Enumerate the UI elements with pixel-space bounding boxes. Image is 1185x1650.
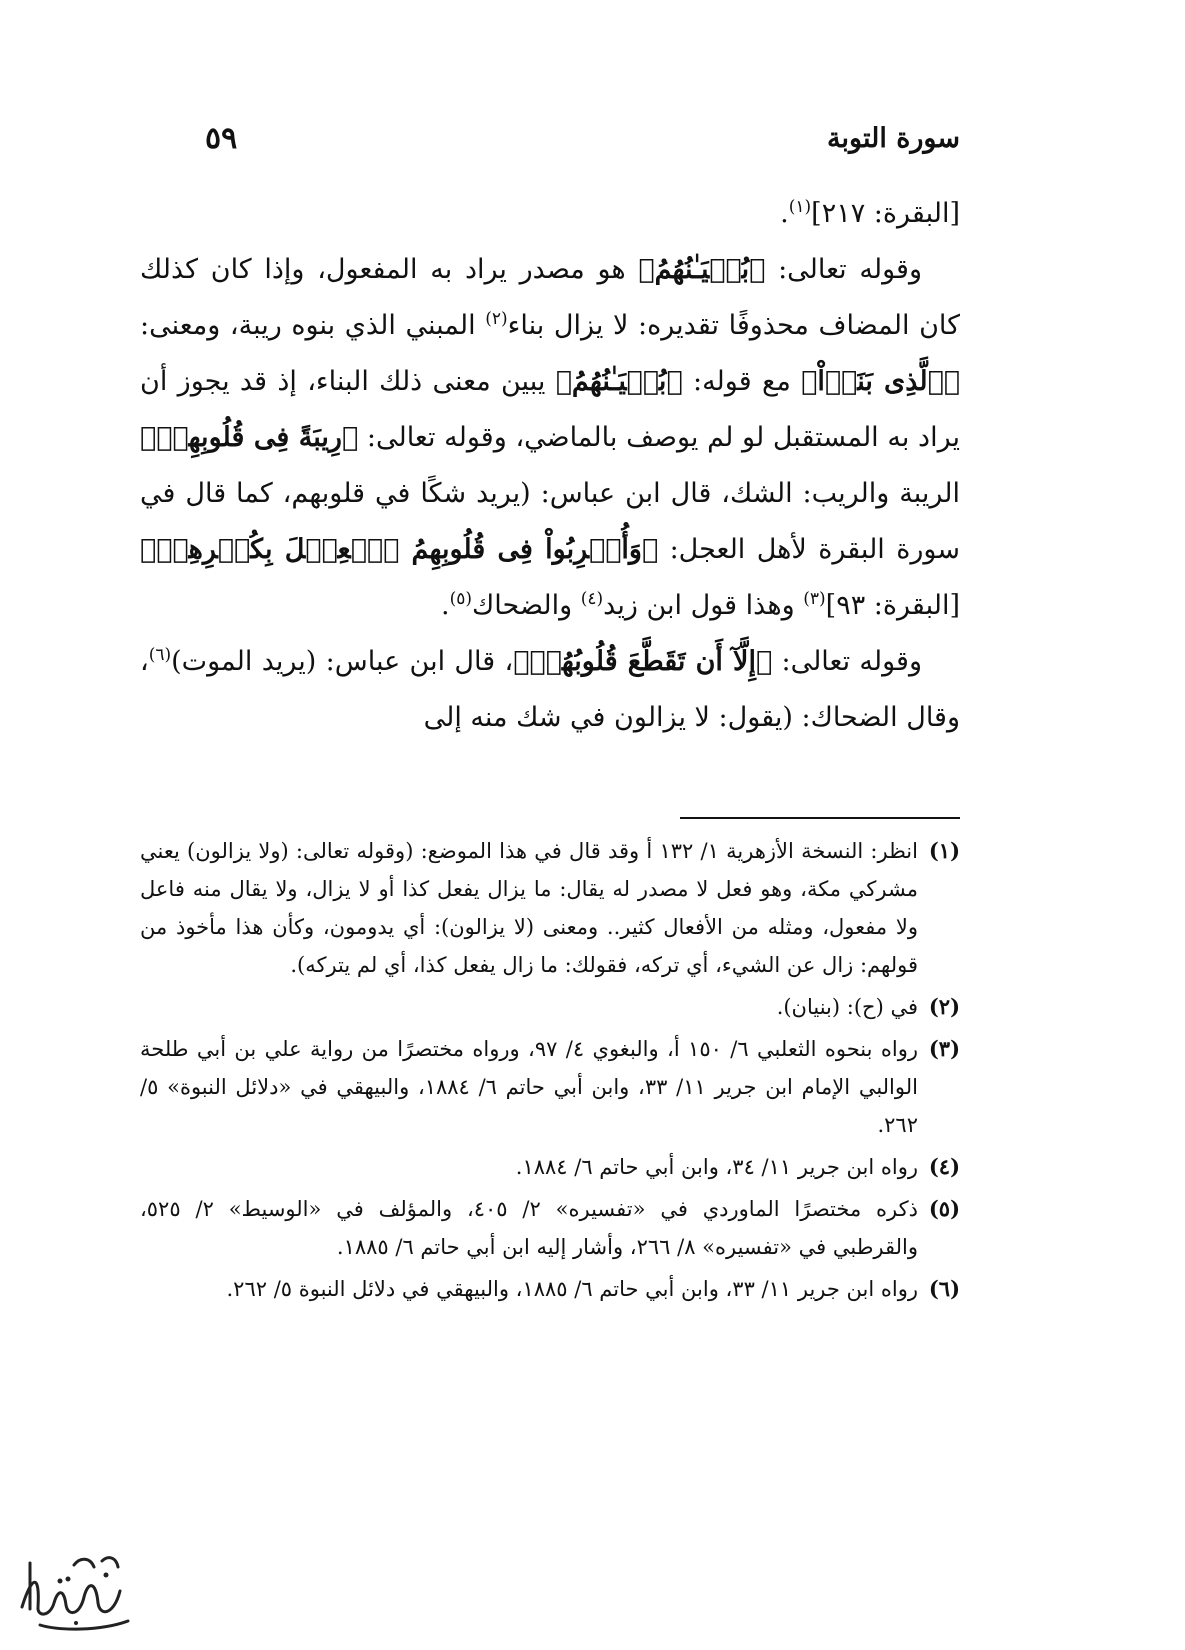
text-segment: ، قال ابن عباس: (يريد الموت) [171,646,514,677]
paragraph-1 [140,186,960,242]
footnote-text: رواه ابن جرير ١١/ ٣٤، وابن أبي حاتم ٦/ ١٨٨٤. [515,1155,918,1179]
surah-title: سورة التوبة [827,122,960,154]
watermark-logo-icon [10,1545,140,1640]
footnote-number: (٦) [928,1276,960,1301]
running-head [205,118,960,158]
text-segment: يبين معنى ذلك البناء، إذ قد يجوز أن يراد به المستقبل لو لم يوصف بالماضي، وقوله تعالى: [140,366,960,453]
footnote-ref-4[interactable]: (٤) [580,589,604,609]
text-segment: وقوله تعالى: [772,646,923,677]
footnote-text: في (ح): (بنيان). [776,995,918,1019]
text-segment: والضحاك [472,590,581,621]
text-segment: مع قوله: [682,366,802,397]
text-segment: ، وقال الضحاك: (يقول: لا يزالون في شك منه إلى [140,646,960,733]
footnote-separator [680,817,960,819]
page-number: ٥٩ [205,120,238,156]
quran-quote: ﴿بُنۡيَـٰنُهُمُ﴾ [555,366,683,397]
footnote-number: (٢) [928,994,960,1019]
citation: [البقرة: ٢١٧] [811,198,960,229]
footnote-text: رواه بنحوه الثعلبي ٦/ ١٥٠ أ، والبغوي ٤/ ٩٧، ورواه مختصرًا من رواية علي بن أبي طلحة الوالبي الإمام ابن جرير ١١/ ٣٣، وابن أبي حاتم ٦/ ١٨٨٤، والبيهقي في «دلائل النبوة» ٥/ ٢٦٢. [140,1037,918,1137]
footnote-ref-3[interactable]: (٣) [803,589,826,609]
footnote-ref-2[interactable]: (٢) [485,309,508,329]
text-segment: هو مصدر يراد به المفعول، وإذا كان كذلك كان المضاف محذوفًا تقديره: لا يزال بناء [140,254,960,341]
footnote-ref-5[interactable]: (٥) [449,589,473,609]
paragraph-2 [140,242,960,634]
footnote [140,988,960,1026]
footnote [140,832,960,984]
quran-quote: ﴿ٱلَّذِى بَنَوۡاْ﴾ [801,366,960,397]
footnotes [140,832,960,1312]
citation: [البقرة: ٩٣] [825,590,960,621]
footnote-number: (١) [928,838,960,863]
footnote [140,1190,960,1266]
paragraph-3 [140,634,960,746]
paragraph-end: . [441,590,450,621]
footnote-text: رواه ابن جرير ١١/ ٣٣، وابن أبي حاتم ٦/ ١٨٨٥، والبيهقي في دلائل النبوة ٥/ ٢٦٢. [226,1277,918,1301]
text-segment: المبني الذي بنوه ريبة، ومعنى: [140,310,486,341]
footnote [140,1148,960,1186]
footnote-ref-6[interactable]: (٦) [148,645,172,665]
footnote-text: انظر: النسخة الأزهرية ١/ ١٣٢ أ وقد قال في هذا الموضع: (وقوله تعالى: (ولا يزالون) يعني مشركي مكة، وهو فعل لا مصدر له يقال: ما يزال يفعل كذا أو لا يزال، ولا يقال منه فاعل ولا مفعول، ومثله من الأفعال كثير.. ومعنى (لا يزالون): أي يدومون، وكأن هذا مأخوذ من قولهم: زال عن الشيء، أي تركه، فقولك: ما زال يفعل كذا، أي لم يتركه). [140,839,918,977]
text-segment: وهذا قول ابن زيد [603,590,804,621]
footnote-ref-1[interactable]: (١) [788,197,812,217]
paragraph-end: . [780,198,789,229]
footnote [140,1270,960,1308]
text-segment: وقوله تعالى: [765,254,922,285]
footnote-text: ذكره مختصرًا الماوردي في «تفسيره» ٢/ ٤٠٥، والمؤلف في «الوسيط» ٢/ ٥٢٥، والقرطبي في «تفسيره» ٨/ ٢٦٦، وأشار إليه ابن أبي حاتم ٦/ ١٨٨٥. [140,1197,918,1259]
footnote [140,1030,960,1144]
footnote-number: (٥) [928,1196,960,1221]
quran-quote: ﴿إِلَّآ أَن تَقَطَّعَ قُلُوبُهُمۡ﴾ [513,646,773,677]
footnote-number: (٣) [928,1036,960,1061]
main-text [140,186,960,746]
quran-quote: ﴿رِيبَةً فِى قُلُوبِهِمۡ﴾ [140,422,359,453]
footnote-number: (٤) [928,1154,960,1179]
quran-quote: ﴿بُنۡيَـٰنُهُمُ﴾ [638,254,766,285]
text-segment: الريبة والريب: الشك، قال ابن عباس: (يريد شكًا في قلوبهم، كما قال في سورة البقرة لأهل العجل: [140,478,960,565]
quran-quote: ﴿وَأُشۡرِبُواْ فِى قُلُوبِهِمُ ٱلۡعِجۡلَ بِكُفۡرِهِمۡ﴾ [140,534,659,565]
